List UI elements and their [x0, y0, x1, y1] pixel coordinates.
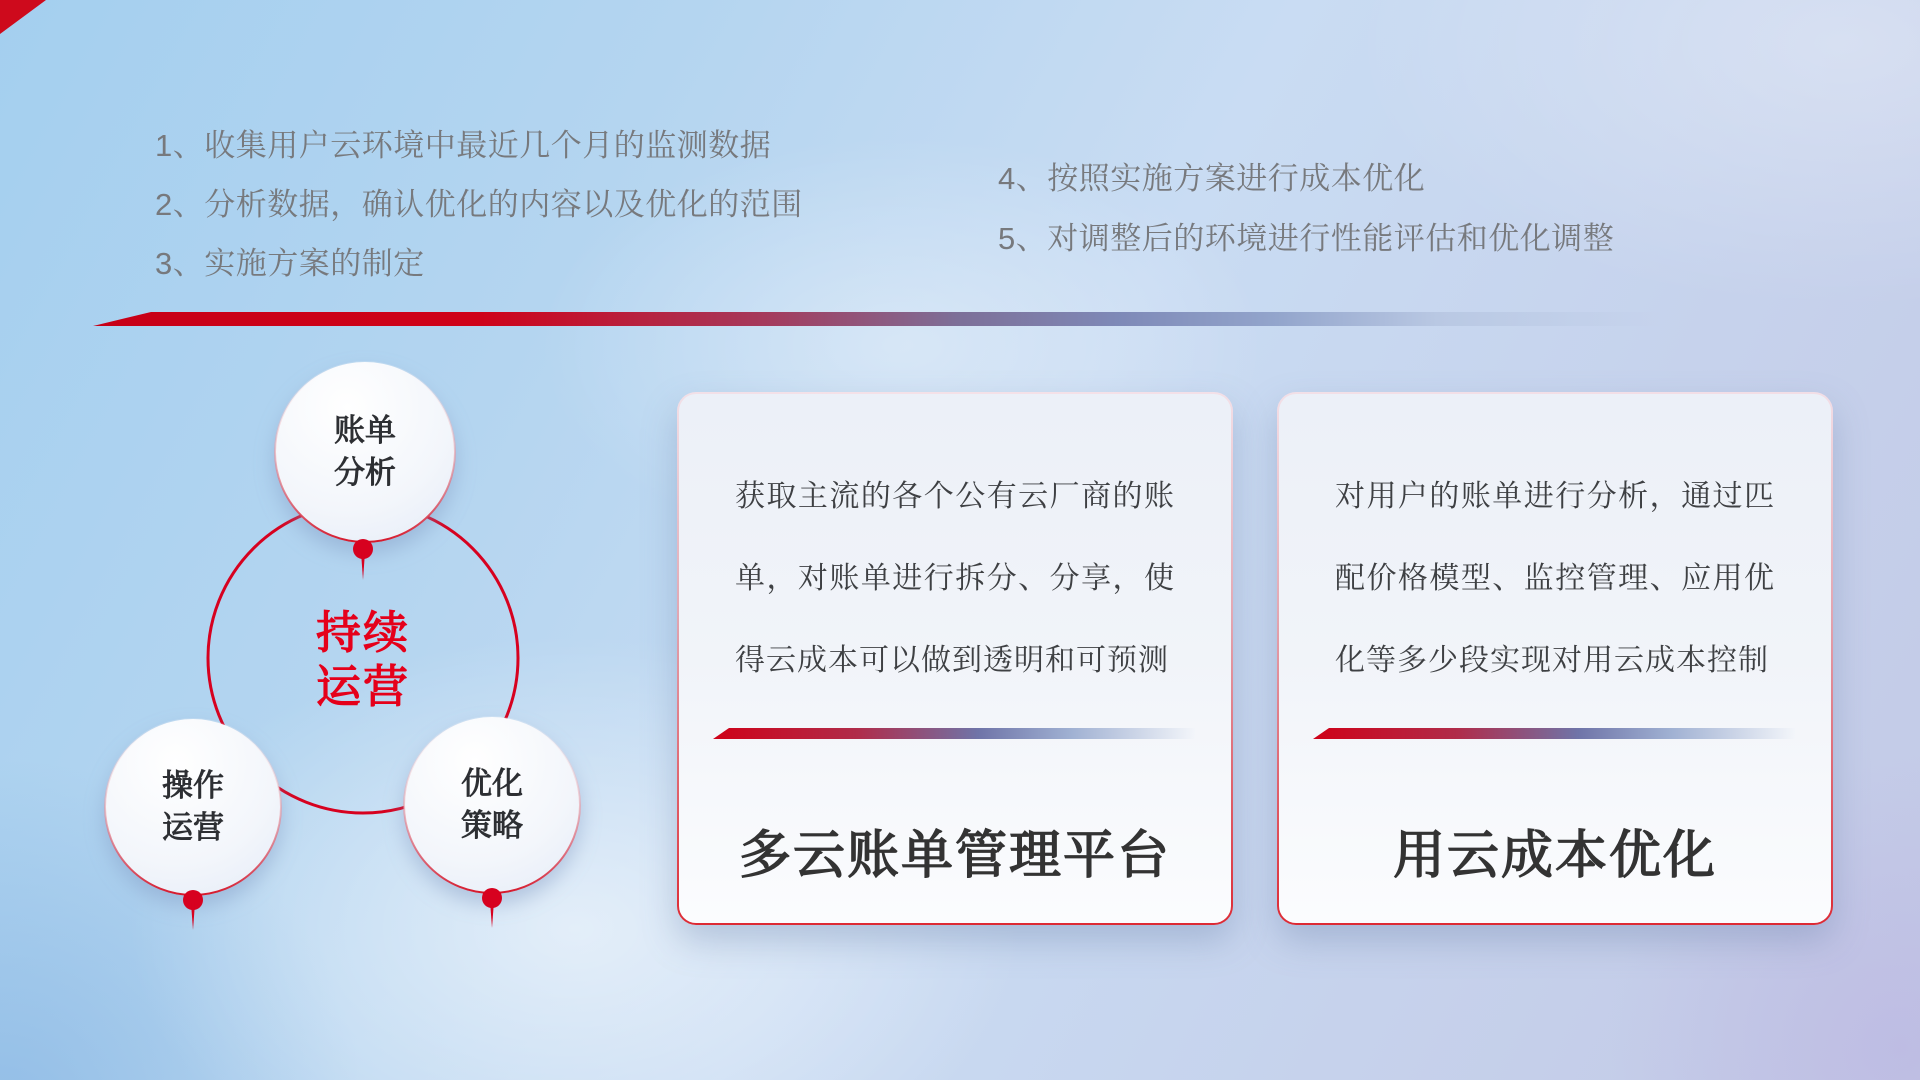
- step-item-3: 3、实施方案的制定: [155, 246, 425, 281]
- card-multicloud-billing: [677, 392, 1233, 925]
- pin-tail-icon: [490, 901, 494, 928]
- card-cloud-cost-optimization: [1277, 392, 1833, 925]
- node-label-operation: 操作 运营: [162, 768, 224, 845]
- card-divider-line: [713, 728, 1195, 739]
- cycle-center-label: 持续 运营: [315, 607, 410, 712]
- step-item-5: 5、对调整后的环境进行性能评估和优化调整: [998, 221, 1615, 256]
- step-item-4: 4、按照实施方案进行成本优化: [998, 161, 1426, 196]
- process-steps-right: [998, 149, 1614, 269]
- card-title: 用云成本优化: [1392, 827, 1717, 885]
- pin-tail-icon: [361, 552, 365, 580]
- card-multicloud-billing-inner: [679, 394, 1231, 923]
- pin-tail-icon: [191, 903, 195, 930]
- cycle-diagram-graphic: [0, 0, 700, 1000]
- card-divider-line: [1313, 728, 1795, 739]
- step-item-1: 1、收集用户云环境中最近几个月的监测数据: [155, 128, 772, 163]
- node-label-billing-analysis: 账单 分析: [334, 413, 396, 490]
- step-item-2: 2、分析数据，确认优化的内容以及优化的范围: [155, 187, 803, 222]
- card-body-text: 获取主流的各个公有云厂商的账单，对账单进行拆分、分享，使得云成本可以做到透明和可预测: [735, 480, 1175, 677]
- card-title: 多云账单管理平台: [738, 827, 1171, 885]
- card-cloud-cost-optimization-inner: [1279, 394, 1831, 923]
- node-label-strategy: 优化 策略: [461, 766, 523, 843]
- card-body-text: 对用户的账单进行分析，通过匹配价格模型、监控管理、应用优化等多少段实现对用云成本控制: [1335, 480, 1775, 677]
- cycle-diagram: [0, 0, 700, 1000]
